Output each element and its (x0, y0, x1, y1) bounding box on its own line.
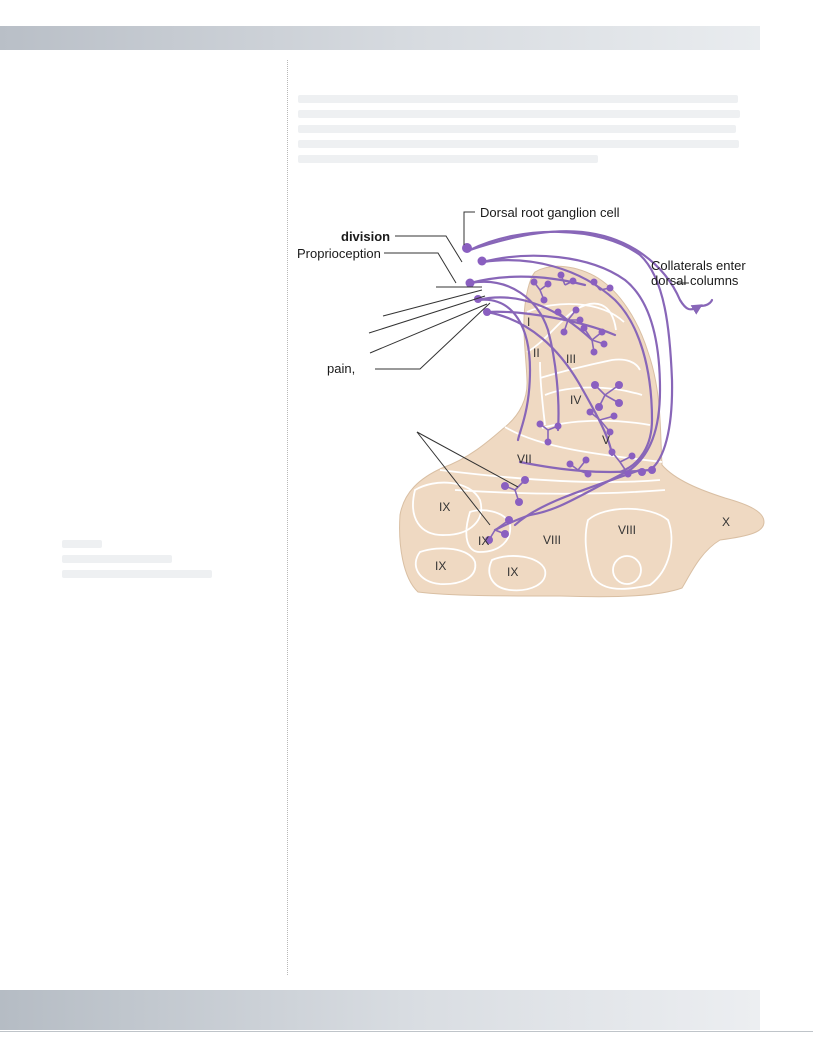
dorsal-root-ganglion-label: Dorsal root ganglion cell (480, 205, 620, 220)
proprioception-label: Proprioception (297, 246, 381, 261)
lamina-IX-3: IX (435, 559, 447, 573)
footer-band (0, 990, 760, 1030)
lamina-III: III (566, 352, 577, 366)
lamina-VIII-b: VIII (618, 523, 637, 537)
lamina-VII: VII (517, 452, 532, 466)
division-label: division (341, 229, 391, 244)
lamina-I: I (527, 315, 531, 329)
lamina-IX-4: IX (507, 565, 519, 579)
lamina-VIII-a: VIII (543, 533, 562, 547)
lamina-IV: IV (570, 393, 582, 407)
lamina-II: II (533, 346, 540, 360)
lamina-IX-1: IX (439, 500, 451, 514)
lamina-IX-2: IX (478, 534, 490, 548)
gray-matter (400, 266, 764, 596)
collaterals-label-line1: Collaterals enter (651, 258, 746, 273)
lamina-V: V (602, 433, 611, 447)
collaterals-label-line2: dorsal columns (651, 273, 739, 288)
lamina-X: X (722, 515, 731, 529)
pain-label: pain, (327, 361, 356, 376)
footer-rule (0, 1031, 813, 1032)
